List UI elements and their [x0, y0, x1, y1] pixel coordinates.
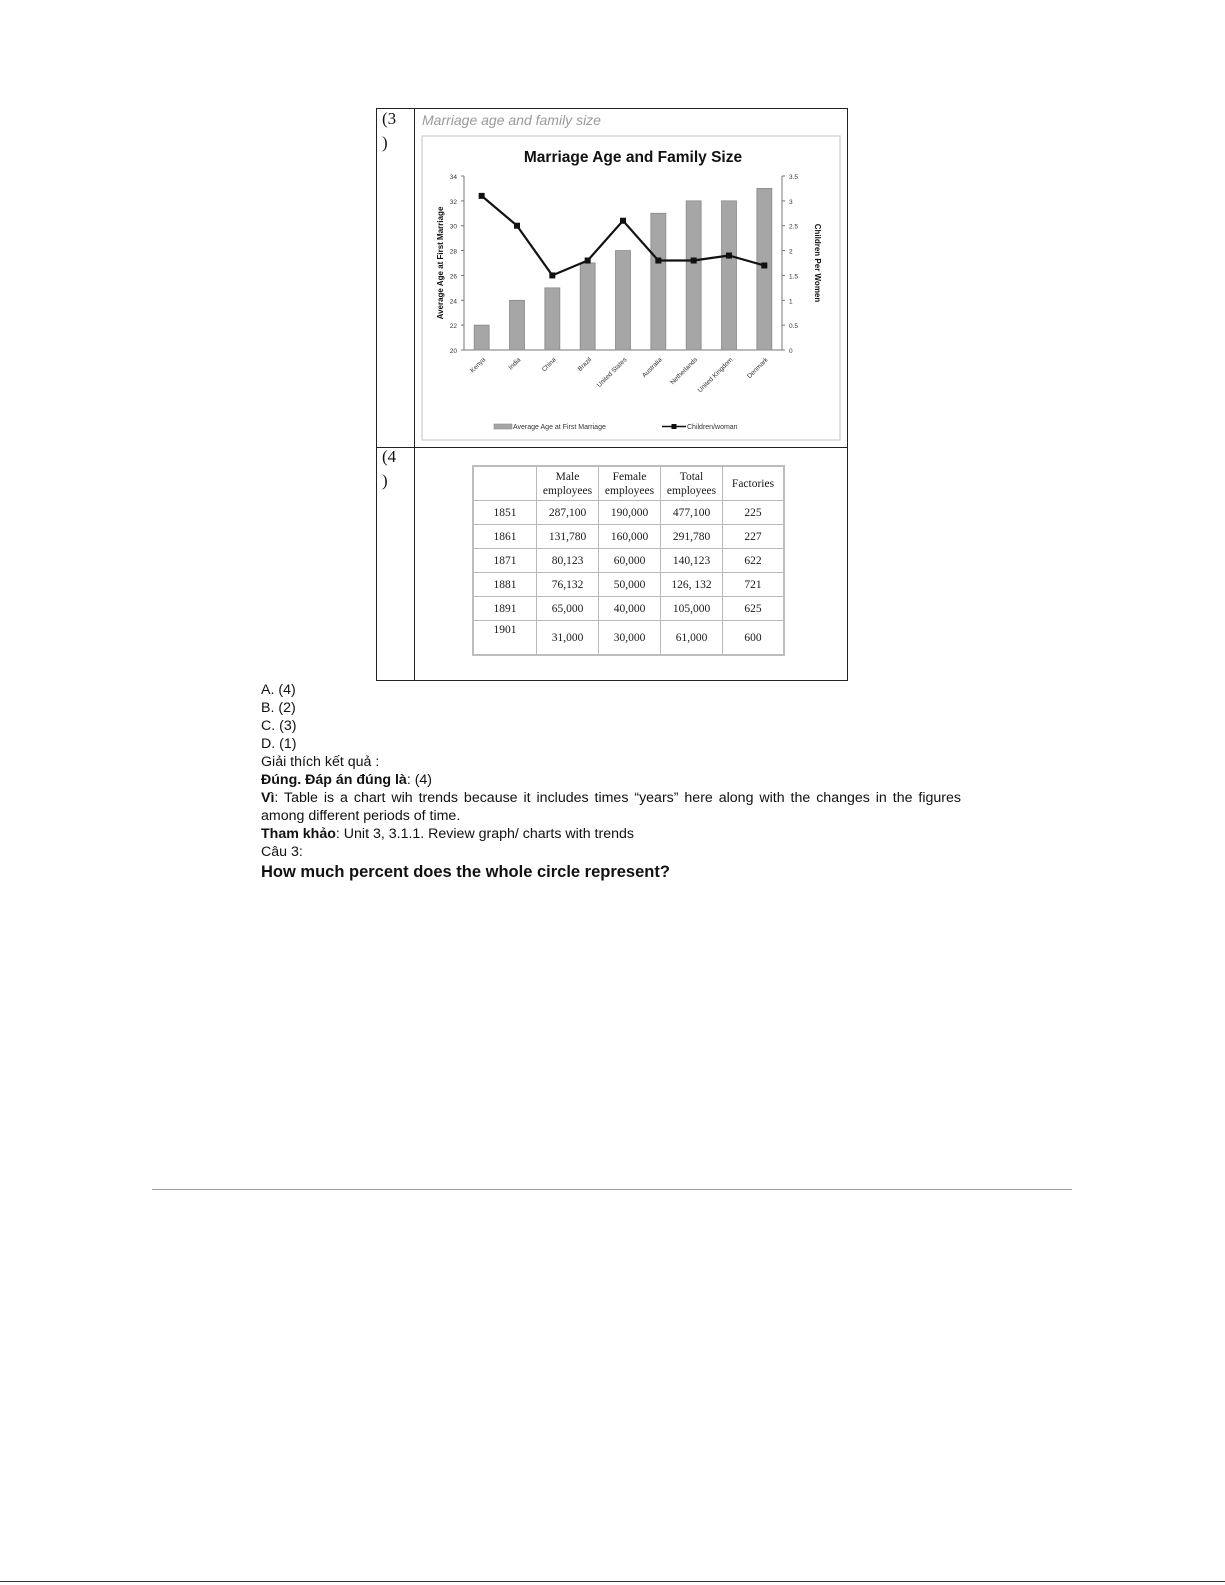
- table-header-row: [473, 466, 784, 501]
- y2-tick-label: 0.5: [789, 323, 799, 331]
- employment-table: [472, 465, 785, 656]
- page-divider: [152, 1189, 1072, 1190]
- correct-value: : (4): [406, 772, 433, 788]
- table-column-divider: [414, 109, 415, 680]
- line-point: [761, 262, 767, 268]
- row-label-3: (3 ): [382, 109, 397, 152]
- x-tick-label: Australia: [640, 356, 664, 380]
- table-cell: 65,000: [537, 597, 599, 621]
- table-header-cell: Male employees: [537, 466, 599, 501]
- table-header-cell: Factories: [723, 466, 785, 501]
- table-cell: 291,780: [661, 525, 723, 549]
- y2-tick-label: 2: [789, 248, 793, 256]
- line-point: [585, 258, 591, 264]
- legend-label-bar: Average Age at First Marriage: [513, 424, 606, 431]
- y-tick-label: 30: [449, 223, 457, 231]
- x-tick-label: United Kingdom: [696, 356, 735, 395]
- table-row-divider: [377, 447, 847, 448]
- table-row: [473, 501, 784, 525]
- answer-option-d[interactable]: D. (1): [261, 736, 297, 752]
- reference-line: [261, 825, 961, 843]
- x-tick-label: Netherlands: [669, 356, 700, 387]
- question-text-block: [261, 681, 961, 883]
- explanation-heading: Giải thích kết quả :: [261, 754, 380, 770]
- line-point: [620, 218, 626, 224]
- bar: [686, 201, 701, 350]
- x-tick-label: United States: [595, 356, 629, 390]
- y2-tick-label: 2.5: [789, 223, 799, 231]
- chart-frame: [422, 136, 840, 440]
- table-header-cell: [473, 466, 537, 501]
- y-tick-label: 28: [449, 248, 457, 256]
- table-cell: 622: [723, 549, 785, 573]
- table-cell: 131,780: [537, 525, 599, 549]
- year-cell: 1891: [473, 597, 537, 621]
- line-point: [549, 272, 555, 278]
- x-tick-label: Denmark: [746, 356, 770, 381]
- row-label-4: (4 ): [382, 447, 397, 490]
- table-cell: 225: [723, 501, 785, 525]
- answer-option-c[interactable]: C. (3): [261, 718, 297, 734]
- y2-tick-label: 3.5: [789, 174, 799, 181]
- reference-text: : Unit 3, 3.1.1. Review graph/ charts with trends: [335, 826, 634, 842]
- line-point: [726, 253, 732, 259]
- table-cell: 227: [723, 525, 785, 549]
- legend-label-line: Children/woman: [687, 424, 738, 431]
- table-cell: 61,000: [661, 621, 723, 656]
- bar: [722, 201, 737, 350]
- y2-axis-title: Children Per Women: [813, 223, 822, 303]
- y2-tick-label: 1.5: [789, 273, 799, 281]
- reference-label: Tham khảo: [261, 826, 336, 842]
- marriage-chart: [416, 110, 844, 444]
- table-row: [473, 597, 784, 621]
- answer-option-b[interactable]: B. (2): [261, 700, 296, 716]
- x-tick-label: India: [507, 356, 523, 372]
- year-cell: 1861: [473, 525, 537, 549]
- correct-answer-line: [261, 771, 961, 789]
- table-cell: 80,123: [537, 549, 599, 573]
- bar: [474, 325, 489, 350]
- y-tick-label: 20: [449, 348, 457, 355]
- table-cell: 105,000: [661, 597, 723, 621]
- table-row: [473, 525, 784, 549]
- y2-tick-label: 1: [789, 298, 793, 306]
- legend-swatch-bar: [494, 424, 512, 429]
- y-tick-label: 32: [449, 198, 457, 206]
- table-cell: 140,123: [661, 549, 723, 573]
- year-cell: 1871: [473, 549, 537, 573]
- year-cell: 1901: [473, 621, 537, 656]
- y-tick-label: 26: [449, 273, 457, 281]
- y-tick-label: 34: [449, 174, 457, 181]
- table-cell: 76,132: [537, 573, 599, 597]
- table-row: [473, 573, 784, 597]
- table-cell: 40,000: [599, 597, 661, 621]
- table-cell: 126, 132: [661, 573, 723, 597]
- table-cell: 721: [723, 573, 785, 597]
- table-cell: 50,000: [599, 573, 661, 597]
- y2-tick-label: 0: [789, 348, 793, 355]
- y-axis-title: Average Age at First Marriage: [436, 206, 445, 320]
- page-bottom-border: [0, 1581, 1225, 1582]
- bar: [510, 300, 525, 350]
- table-cell: 30,000: [599, 621, 661, 656]
- bar: [580, 263, 595, 350]
- x-tick-label: Brazil: [576, 356, 594, 373]
- line-point: [514, 223, 520, 229]
- marriage-chart-panel: [416, 110, 844, 444]
- employment-table-panel: [472, 465, 785, 656]
- x-tick-label: China: [540, 356, 558, 374]
- bar: [651, 213, 666, 350]
- bar: [545, 288, 560, 350]
- table-cell: 625: [723, 597, 785, 621]
- table-cell: 477,100: [661, 501, 723, 525]
- table-cell: 600: [723, 621, 785, 656]
- table-cell: 31,000: [537, 621, 599, 656]
- chart-title: Marriage Age and Family Size: [523, 149, 743, 166]
- table-row: [473, 549, 784, 573]
- legend-marker-line: [672, 424, 677, 429]
- chart-caption: Marriage age and family size: [422, 112, 601, 128]
- line-point: [655, 258, 661, 264]
- y2-tick-label: 3: [789, 198, 793, 206]
- reason-paragraph: [261, 789, 961, 825]
- table-row: [473, 621, 784, 656]
- table-cell: 60,000: [599, 549, 661, 573]
- table-cell: 287,100: [537, 501, 599, 525]
- correct-label: Đúng. Đáp án đúng là: [261, 772, 407, 788]
- table-header-cell: Total employees: [661, 466, 723, 501]
- line-point: [691, 258, 697, 264]
- reason-text: : Table is a chart wih trends because it includes times “years” here along with the changes in the figures among different periods of time.: [261, 790, 961, 824]
- x-tick-label: Kenya: [469, 356, 488, 375]
- y-tick-label: 22: [449, 323, 457, 331]
- reason-label: Vì: [261, 790, 275, 806]
- bar: [616, 251, 631, 350]
- question-number: Câu 3:: [261, 844, 303, 860]
- year-cell: 1881: [473, 573, 537, 597]
- question-heading: How much percent does the whole circle represent?: [261, 863, 670, 881]
- table-header-cell: Female employees: [599, 466, 661, 501]
- line-point: [479, 193, 485, 199]
- year-cell: 1851: [473, 501, 537, 525]
- bar: [757, 188, 772, 350]
- answer-option-a[interactable]: A. (4): [261, 682, 296, 698]
- y-tick-label: 24: [449, 298, 457, 306]
- table-cell: 160,000: [599, 525, 661, 549]
- table-cell: 190,000: [599, 501, 661, 525]
